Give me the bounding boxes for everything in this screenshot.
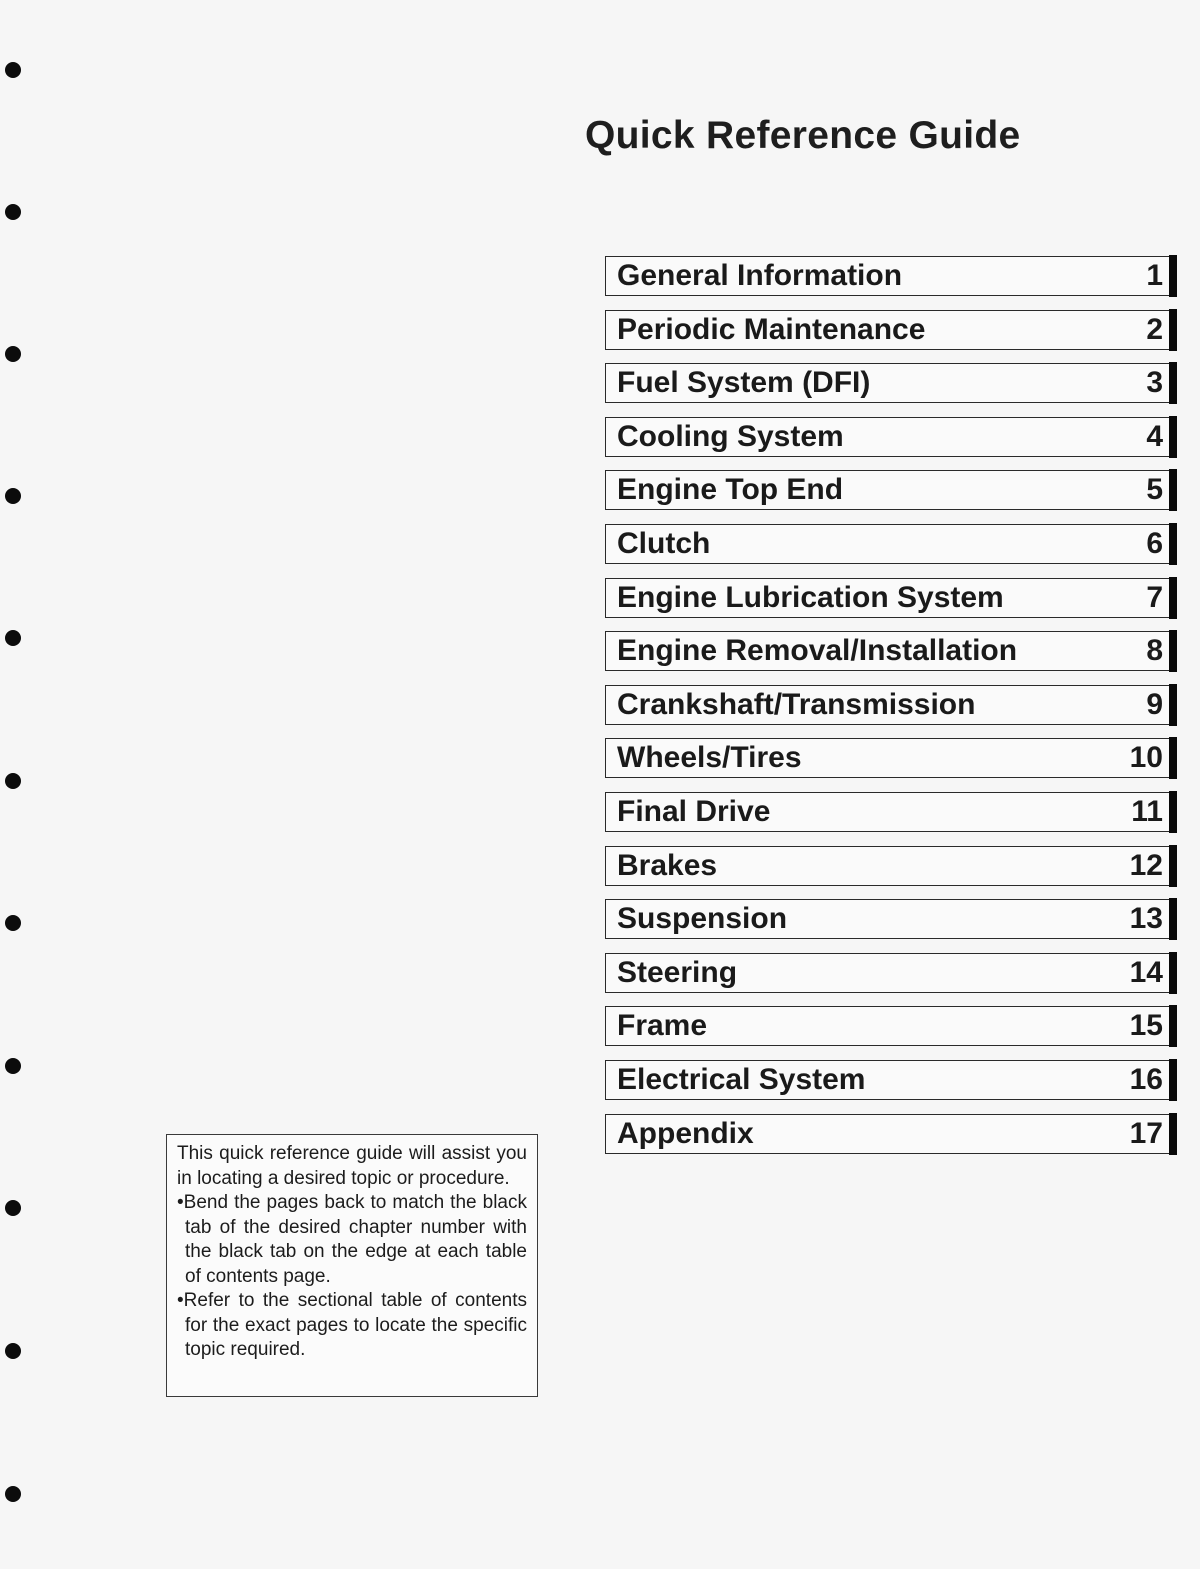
binder-hole bbox=[5, 915, 21, 931]
chapter-name: Wheels/Tires bbox=[617, 741, 802, 775]
binder-hole bbox=[5, 630, 21, 646]
chapter-name: Fuel System (DFI) bbox=[617, 366, 871, 400]
chapter-name: Crankshaft/Transmission bbox=[617, 687, 976, 721]
chapter-row-engine-top-end[interactable] bbox=[605, 470, 1169, 510]
chapter-number: 4 bbox=[1146, 419, 1163, 453]
chapter-row-frame[interactable] bbox=[605, 1006, 1169, 1046]
chapter-number: 7 bbox=[1146, 580, 1163, 614]
black-tab bbox=[1169, 416, 1177, 458]
black-tab bbox=[1169, 684, 1177, 726]
binder-hole bbox=[5, 1200, 21, 1216]
chapter-row-appendix[interactable] bbox=[605, 1114, 1169, 1154]
chapter-row-periodic-maintenance[interactable] bbox=[605, 310, 1169, 350]
black-tab bbox=[1169, 469, 1177, 511]
chapter-row-final-drive[interactable] bbox=[605, 792, 1169, 832]
chapter-number: 11 bbox=[1131, 794, 1163, 828]
chapter-row-engine-lubrication-system[interactable] bbox=[605, 578, 1169, 618]
black-tab bbox=[1169, 1059, 1177, 1101]
chapter-name: Final Drive bbox=[617, 794, 771, 828]
chapter-row-electrical-system[interactable] bbox=[605, 1060, 1169, 1100]
binder-hole bbox=[5, 204, 21, 220]
chapter-row-fuel-system[interactable] bbox=[605, 363, 1169, 403]
black-tab bbox=[1169, 362, 1177, 404]
chapter-row-engine-removal-installation[interactable] bbox=[605, 631, 1169, 671]
binder-hole bbox=[5, 1058, 21, 1074]
info-bullet: •Bend the pages back to match the black tab of the desired chapter number with the black tab on the edge at each table of contents page. bbox=[177, 1192, 527, 1287]
chapter-number: 17 bbox=[1129, 1116, 1163, 1150]
black-tab bbox=[1169, 255, 1177, 297]
chapter-name: Steering bbox=[617, 955, 738, 989]
chapter-name: Engine Lubrication System bbox=[617, 580, 1004, 614]
chapter-number: 13 bbox=[1129, 902, 1163, 936]
binder-hole bbox=[5, 488, 21, 504]
chapter-number: 15 bbox=[1129, 1009, 1163, 1043]
chapter-name: Frame bbox=[617, 1009, 708, 1043]
black-tab bbox=[1169, 898, 1177, 940]
chapter-row-wheels-tires[interactable] bbox=[605, 738, 1169, 778]
chapter-name: Engine Top End bbox=[617, 473, 844, 507]
chapter-name: Brakes bbox=[617, 848, 718, 882]
chapter-row-steering[interactable] bbox=[605, 953, 1169, 993]
info-box bbox=[166, 1134, 538, 1397]
chapter-row-clutch[interactable] bbox=[605, 524, 1169, 564]
chapter-row-cooling-system[interactable] bbox=[605, 417, 1169, 457]
chapter-name: Suspension bbox=[617, 902, 788, 936]
info-bullet: •Refer to the sectional table of contents for the exact pages to locate the specific topic required. bbox=[177, 1290, 527, 1360]
chapter-list bbox=[605, 256, 1177, 1167]
chapter-name: Appendix bbox=[617, 1116, 754, 1150]
chapter-number: 8 bbox=[1146, 634, 1163, 668]
chapter-number: 14 bbox=[1129, 955, 1163, 989]
chapter-row-general-information[interactable] bbox=[605, 256, 1169, 296]
binder-hole bbox=[5, 346, 21, 362]
chapter-name: Periodic Maintenance bbox=[617, 312, 926, 346]
chapter-number: 16 bbox=[1129, 1062, 1163, 1096]
chapter-number: 3 bbox=[1146, 366, 1163, 400]
chapter-row-brakes[interactable] bbox=[605, 846, 1169, 886]
chapter-row-suspension[interactable] bbox=[605, 899, 1169, 939]
binder-hole bbox=[5, 1343, 21, 1359]
binder-holes bbox=[0, 0, 30, 1569]
chapter-number: 2 bbox=[1146, 312, 1163, 346]
chapter-name: Clutch bbox=[617, 526, 711, 560]
chapter-name: General Information bbox=[617, 259, 903, 292]
chapter-number: 10 bbox=[1129, 741, 1163, 775]
black-tab bbox=[1169, 791, 1177, 833]
chapter-number: 9 bbox=[1146, 687, 1163, 721]
chapter-name: Cooling System bbox=[617, 419, 844, 453]
chapter-name: Engine Removal/Installation bbox=[617, 634, 1018, 668]
black-tab bbox=[1169, 523, 1177, 565]
black-tab bbox=[1169, 1005, 1177, 1047]
page-title: Quick Reference Guide bbox=[585, 114, 1021, 157]
chapter-number: 12 bbox=[1129, 848, 1163, 882]
black-tab bbox=[1169, 309, 1177, 351]
binder-hole bbox=[5, 1486, 21, 1502]
black-tab bbox=[1169, 737, 1177, 779]
black-tab bbox=[1169, 845, 1177, 887]
chapter-number: 5 bbox=[1146, 473, 1163, 507]
black-tab bbox=[1169, 952, 1177, 994]
chapter-number: 1 bbox=[1146, 259, 1163, 292]
chapter-name: Electrical System bbox=[617, 1062, 866, 1096]
black-tab bbox=[1169, 577, 1177, 619]
binder-hole bbox=[5, 773, 21, 789]
info-intro: This quick reference guide will assist you in locating a desired topic or procedure. bbox=[177, 1143, 527, 1189]
chapter-row-crankshaft-transmission[interactable] bbox=[605, 685, 1169, 725]
black-tab bbox=[1169, 1113, 1177, 1155]
binder-hole bbox=[5, 62, 21, 78]
chapter-number: 6 bbox=[1146, 526, 1163, 560]
black-tab bbox=[1169, 630, 1177, 672]
